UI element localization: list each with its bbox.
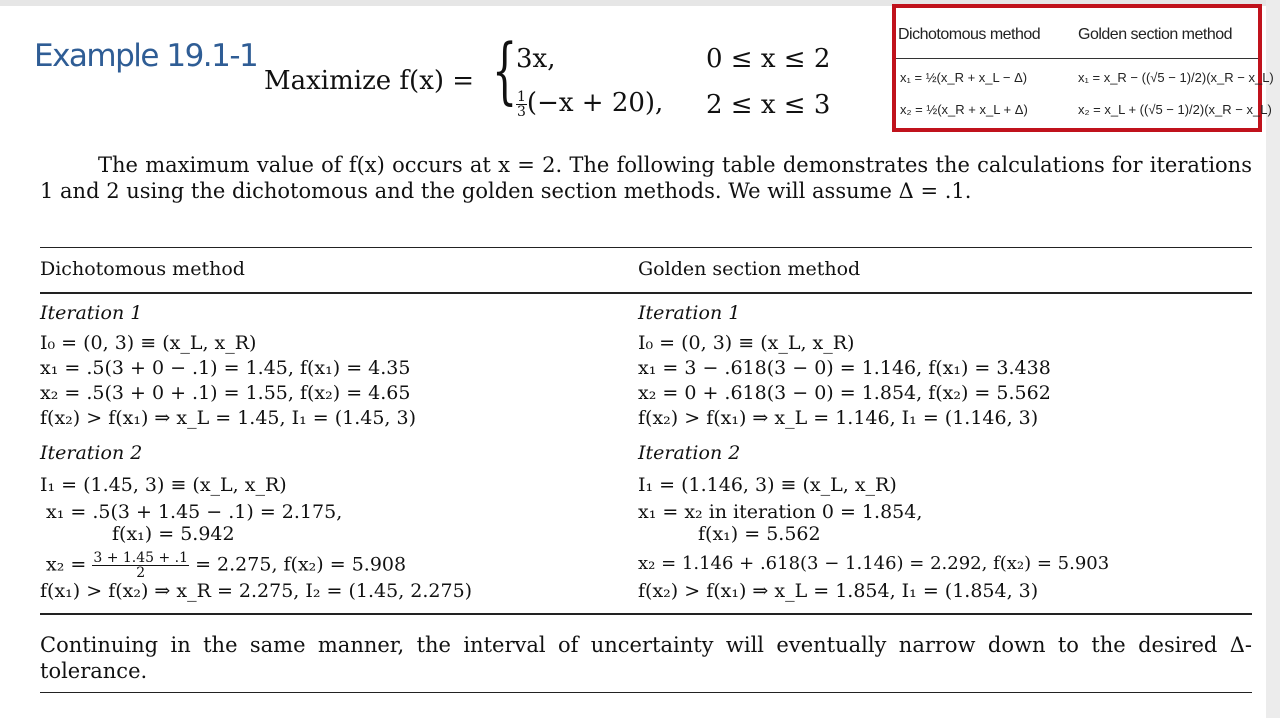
formula-gold-x2: x₂ = x_L + ((√5 − 1)/2)(x_R − x_L) xyxy=(1078,102,1272,117)
dich-it2-line4: x₂ = $\frac{3 + 1.45 + .1}{2}$ = 2.275, f(x₂) = 5.908 xyxy=(46,550,407,581)
formula-head-dichotomous: Dichotomous method xyxy=(898,26,1041,43)
dich-it1-line3: x₂ = .5(3 + 0 + .1) = 1.55, f(x₂) = 4.65 xyxy=(40,382,411,404)
dich-iteration1-label: Iteration 1 xyxy=(40,302,143,324)
slide-title: Example 19.1-1 xyxy=(34,38,258,74)
gold-iteration1-label: Iteration 1 xyxy=(638,302,741,324)
dich-iteration2-label: Iteration 2 xyxy=(40,442,143,464)
case2-fraction: $\frac{1}{3}$ xyxy=(517,88,526,120)
gold-it1-line2: x₁ = 3 − .618(3 − 0) = 1.146, f(x₁) = 3.438 xyxy=(638,357,1051,379)
gold-it2-line4: x₂ = 1.146 + .618(3 − 1.146) = 2.292, f(x₂) = 5.903 xyxy=(638,553,1110,574)
formula-divider xyxy=(896,58,1258,59)
gold-it2-line1: I₁ = (1.146, 3) ≡ (x_L, x_R) xyxy=(638,474,897,496)
piecewise-brace: { xyxy=(492,28,518,112)
column-header-dichotomous: Dichotomous method xyxy=(40,258,245,280)
dich-it2-line1: I₁ = (1.45, 3) ≡ (x_L, x_R) xyxy=(40,474,287,496)
case2-condition: 2 ≤ x ≤ 3 xyxy=(706,90,831,120)
formula-gold-x1: x₁ = x_R − ((√5 − 1)/2)(x_R − x_L) xyxy=(1078,70,1274,85)
dich-it2-line5: f(x₁) > f(x₂) ⇒ x_R = 2.275, I₂ = (1.45, 2.275) xyxy=(40,580,473,602)
case2-expression: $\frac{1}{3}$ (−x + 20), xyxy=(517,88,664,120)
closing-rule xyxy=(40,692,1252,693)
formula-head-golden: Golden section method xyxy=(1078,26,1233,43)
gold-it1-line1: I₀ = (0, 3) ≡ (x_L, x_R) xyxy=(638,332,855,354)
dich-it1-line1: I₀ = (0, 3) ≡ (x_L, x_R) xyxy=(40,332,257,354)
case1-expression: 3x, xyxy=(516,44,556,74)
dich-it2-line2: x₁ = .5(3 + 1.45 − .1) = 2.175, xyxy=(46,501,343,523)
gold-it1-line4: f(x₂) > f(x₁) ⇒ x_L = 1.146, I₁ = (1.146, 3) xyxy=(638,407,1039,429)
case1-condition: 0 ≤ x ≤ 2 xyxy=(706,44,831,74)
gold-it2-line3: f(x₁) = 5.562 xyxy=(698,523,821,545)
dich-it1-line4: f(x₂) > f(x₁) ⇒ x_L = 1.45, I₁ = (1.45, 3) xyxy=(40,407,417,429)
dich-it2-fraction: $\frac{3 + 1.45 + .1}{2}$ xyxy=(93,550,189,581)
intro-paragraph: The maximum value of f(x) occurs at x = 2. The following table demonstrates the calculations for iterations 1 and 2 using the dichotomous and the golden section methods. We will assume Δ = .1. xyxy=(40,153,1252,203)
column-header-golden: Golden section method xyxy=(638,258,861,280)
closing-paragraph: Continuing in the same manner, the interval of uncertainty will eventually narrow down to the desired Δ-tolerance. xyxy=(40,633,1252,683)
gold-iteration2-label: Iteration 2 xyxy=(638,442,741,464)
table-bottom-rule xyxy=(40,613,1252,615)
gold-it2-line5: f(x₂) > f(x₁) ⇒ x_L = 1.854, I₁ = (1.854, 3) xyxy=(638,580,1039,602)
formula-dich-x2: x₂ = ½(x_R + x_L + Δ) xyxy=(900,102,1028,117)
table-top-rule xyxy=(40,247,1252,248)
dich-it1-line2: x₁ = .5(3 + 0 − .1) = 1.45, f(x₁) = 4.35 xyxy=(40,357,411,379)
dich-it2-line3: f(x₁) = 5.942 xyxy=(112,523,235,545)
gold-it2-line2: x₁ = x₂ in iteration 0 = 1.854, xyxy=(638,501,923,523)
formula-highlight-box xyxy=(892,4,1274,132)
formula-dich-x1: x₁ = ½(x_R + x_L − Δ) xyxy=(900,70,1028,85)
table-header-rule xyxy=(40,292,1252,294)
gold-it1-line3: x₂ = 0 + .618(3 − 0) = 1.854, f(x₂) = 5.562 xyxy=(638,382,1051,404)
maximize-label: Maximize f(x) = xyxy=(264,66,475,96)
